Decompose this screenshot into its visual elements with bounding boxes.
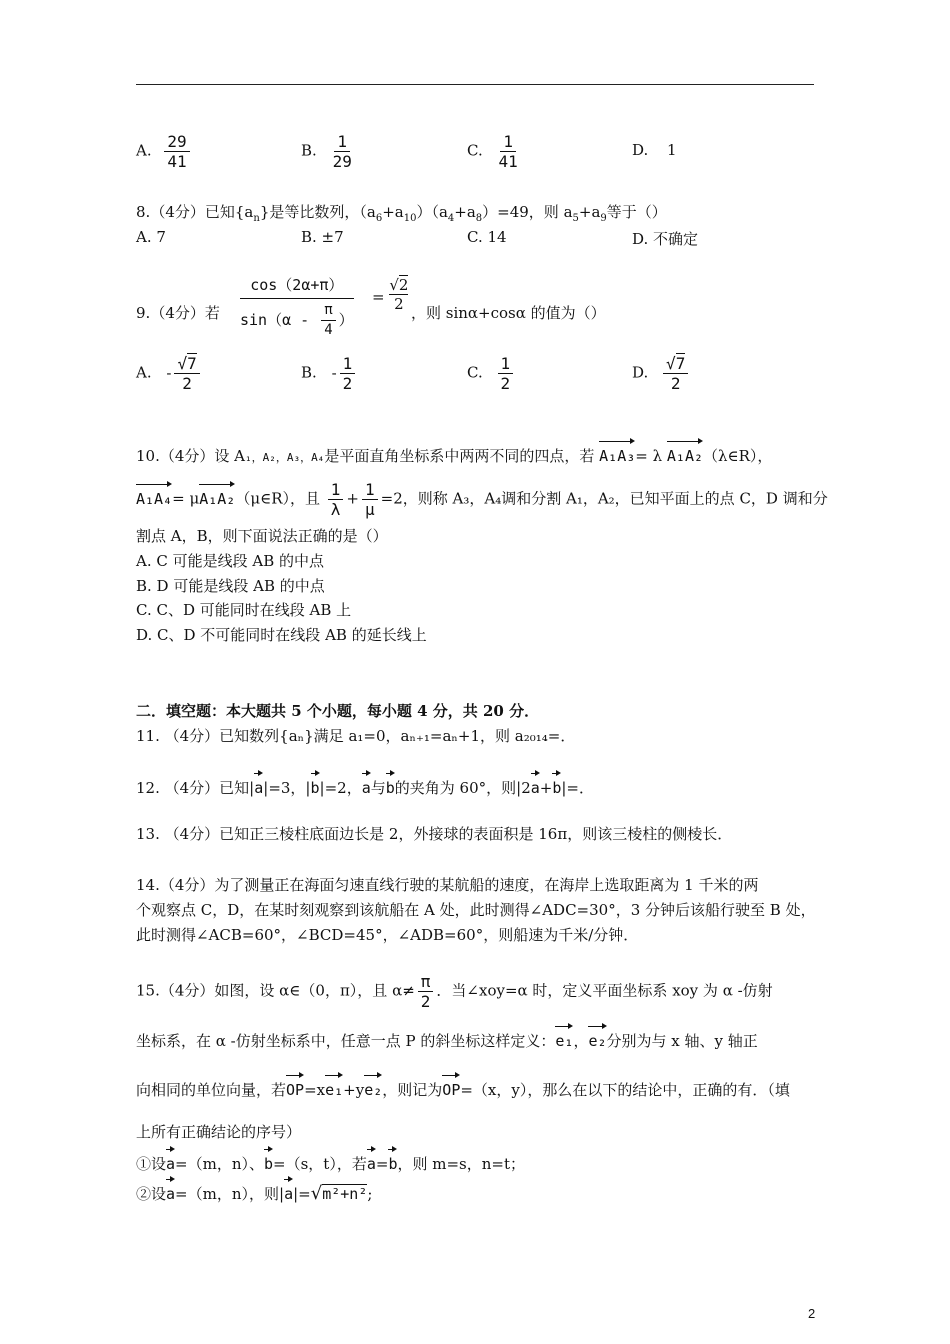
vector-b: b	[388, 1146, 397, 1174]
option-value: 1	[667, 141, 677, 159]
q7-option-a	[136, 132, 193, 171]
fraction	[330, 132, 355, 171]
subscript: n	[253, 213, 260, 224]
q15-item2	[136, 1176, 372, 1204]
radicand: 7	[187, 354, 197, 373]
q10-line1	[136, 438, 772, 468]
option-label: A.	[136, 141, 152, 160]
q15-line1	[136, 972, 773, 1011]
q15-line3	[136, 1072, 790, 1100]
text: 10.（4分）设 A	[136, 447, 245, 465]
score: （4分）	[150, 304, 205, 322]
q10-option-c: C. C、D 可能同时在线段 AB 上	[136, 601, 352, 619]
text: （μ∈R），且	[235, 489, 320, 508]
q13: 13. （4分）已知正三棱柱底面边长是 2，外接球的表面积是 16π，则该三棱柱的侧棱长．	[136, 825, 733, 843]
text: =	[375, 1155, 389, 1173]
q8-option-d: D. 不确定	[632, 230, 699, 248]
subscript: 4	[447, 213, 455, 224]
q15-line4: 上所有正确结论的序号）	[136, 1123, 302, 1141]
text: |=	[293, 1185, 311, 1203]
q11: 11. （4分）已知数列{aₙ}满足 a₁=0，aₙ₊₁=aₙ+1，则 a₂₀₁₄=．	[136, 727, 576, 745]
vector-op: OP	[286, 1072, 304, 1100]
denominator: μ	[365, 500, 375, 519]
plus: +	[346, 489, 359, 508]
text: ）（a	[416, 203, 448, 221]
q9-option-b	[301, 354, 358, 393]
denominator: 2	[394, 295, 404, 313]
text: 若	[204, 304, 220, 322]
text: ，	[573, 1032, 589, 1050]
vector-a: a	[367, 1146, 376, 1174]
vector-a1a2: A₁A₂	[667, 438, 703, 466]
numerator: √7	[663, 354, 688, 374]
text: =（m，n）、	[175, 1155, 264, 1173]
denominator: 2	[500, 374, 511, 393]
text: 是平面直角坐标系中两两不同的四点，若	[324, 447, 595, 465]
vector-a1a2: A₁A₂	[199, 481, 235, 509]
subscript: 10	[403, 213, 417, 224]
text: ，则 m=s，n=t；	[397, 1155, 525, 1173]
option-label: B.	[301, 141, 317, 160]
subscript: 9	[600, 213, 607, 224]
vector-e2: e₂	[364, 1072, 382, 1100]
q8-option-a: A. 7	[136, 228, 166, 246]
fraction	[496, 132, 521, 171]
denominator	[240, 299, 354, 340]
q9-fraction	[240, 274, 354, 340]
fraction	[164, 132, 189, 171]
vector-a: a	[284, 1176, 293, 1204]
q10-line2	[136, 480, 828, 519]
denominator: λ	[330, 500, 341, 519]
denominator: 4	[324, 322, 333, 338]
text: +a	[578, 203, 601, 221]
q9-label	[136, 302, 220, 323]
page-number: 2	[808, 1306, 816, 1321]
numerator: 1	[498, 354, 514, 374]
section-heading: 二．填空题：本大题共 5 个小题，每小题 4 分，共 20 分．	[136, 702, 540, 720]
vector-op: OP	[442, 1072, 460, 1100]
fraction	[340, 354, 356, 393]
sqrt-sign: √	[310, 1183, 323, 1204]
question-number: 9.	[136, 304, 151, 322]
denominator: 2	[342, 374, 353, 393]
q12	[136, 770, 594, 798]
vector-b: b	[264, 1146, 273, 1174]
q9-rhs	[372, 276, 408, 313]
text: |=3，|	[263, 779, 311, 797]
pi-over-four	[321, 301, 335, 340]
radicand: 2	[398, 276, 409, 294]
q15-item1	[136, 1146, 525, 1174]
radicand: 7	[675, 354, 686, 373]
text: sin（α -	[240, 311, 310, 329]
q9-option-a	[136, 354, 203, 393]
text: 等于（）	[606, 203, 667, 221]
text: |=2，	[319, 779, 362, 797]
q9-option-c	[467, 354, 516, 393]
q8-option-b: B. ±7	[301, 228, 344, 246]
numerator: cos（2α+π）	[240, 274, 354, 299]
text: ①设	[136, 1155, 167, 1173]
vector-a: a	[166, 1176, 175, 1204]
text: =（x，y），那么在以下的结论中，正确的有．（填	[460, 1081, 790, 1099]
text: 坐标系，在 α -仿射坐标系中，任意一点 P 的斜坐标这样定义：	[136, 1032, 556, 1050]
text: =（s，t），若	[273, 1155, 367, 1173]
fraction	[174, 354, 199, 393]
text: }是等比数列，（a	[259, 203, 376, 221]
fraction	[663, 354, 688, 393]
vector-e1: e₁	[325, 1072, 343, 1100]
subscript: 6	[375, 213, 383, 224]
numerator: 1	[328, 480, 344, 500]
vector-a1a4: A₁A₄	[136, 481, 172, 509]
q10-line3: 割点 A，B，则下面说法正确的是（）	[136, 527, 388, 545]
text: +a	[382, 203, 404, 221]
numerator: π	[321, 301, 335, 321]
denominator: 41	[498, 152, 518, 171]
text: 已知{a	[204, 203, 254, 221]
q10-option-a: A. C 可能是线段 AB 的中点	[136, 552, 325, 570]
q9-tail: ，则 sinα+cosα 的值为（）	[411, 304, 606, 322]
radicand: m²+n²	[322, 1185, 368, 1203]
text: 15.（4分）如图，设 α∈（0，π），且 α≠	[136, 981, 415, 1000]
text: ．当∠xoy=α 时，定义平面坐标系 xoy 为 α -仿射	[436, 981, 773, 1000]
sign: -	[331, 363, 337, 382]
vector-a: a	[362, 770, 371, 798]
vector-a: a	[166, 1146, 175, 1174]
numerator: 1	[362, 480, 378, 500]
text: ;	[367, 1185, 373, 1203]
q8-stem	[136, 202, 667, 229]
text: =2，则称 A₃，A₄调和分割 A₁，A₂，已知平面上的点 C，D 调和分	[380, 489, 828, 508]
text: = λ	[635, 447, 663, 465]
text: +a	[454, 203, 476, 221]
denominator: 2	[420, 992, 431, 1011]
vector-b: b	[386, 770, 395, 798]
numerator: √7	[174, 354, 199, 374]
option-label: D.	[632, 141, 649, 159]
text: ）=49，则 a	[482, 203, 573, 221]
q10-option-d: D. C、D 不可能同时在线段 AB 的延长线上	[136, 626, 427, 644]
q14-line2: 个观察点 C，D，在某时刻观察到该航船在 A 处，此时测得∠ADC=30°，3 分钟后该船行驶至 B 处，	[136, 901, 816, 919]
score: （4分）	[150, 203, 205, 221]
text: ）	[338, 311, 354, 329]
vector-b: b	[311, 770, 320, 798]
q14-line3: 此时测得∠ACB=60°，∠BCD=45°，∠ADB=60°，则船速为千米/分钟．	[136, 926, 639, 944]
vector-a1a3: A₁A₃	[599, 438, 635, 466]
vector-a: a	[531, 770, 540, 798]
subscript: 5	[572, 213, 579, 224]
numerator: √2	[389, 276, 409, 294]
denominator: 2	[182, 374, 192, 393]
one-over-lambda	[328, 480, 344, 519]
text: 与	[370, 779, 386, 797]
numerator: 1	[340, 354, 356, 374]
subscript: 8	[475, 213, 483, 224]
text: +	[539, 779, 553, 797]
vector-e1: e₁	[555, 1023, 573, 1051]
q9-option-d	[632, 354, 691, 393]
text: 分别为与 x 轴、y 轴正	[606, 1032, 758, 1050]
option-label: B.	[301, 363, 317, 382]
q10-option-b: B. D 可能是线段 AB 的中点	[136, 577, 325, 595]
denominator: 41	[167, 152, 187, 171]
q8-option-c: C. 14	[467, 228, 507, 246]
q14-line1: 14.（4分）为了测量正在海面匀速直线行驶的某航船的速度，在海岸上选取距离为 1 千米的两	[136, 876, 759, 894]
text: 12. （4分）已知|	[136, 779, 255, 797]
option-label: A.	[136, 363, 152, 382]
text: = μ	[172, 489, 200, 508]
fraction	[498, 354, 514, 393]
vector-b: b	[552, 770, 561, 798]
pi-over-two	[418, 972, 434, 1011]
numerator: 29	[164, 132, 189, 152]
vector-e2: e₂	[588, 1023, 606, 1051]
text: 的夹角为 60°，则|2	[394, 779, 531, 797]
option-label: C.	[467, 141, 483, 160]
text: ②设	[136, 1185, 167, 1203]
one-over-mu	[362, 480, 378, 519]
text: ，则记为	[382, 1081, 443, 1099]
fraction	[389, 276, 408, 313]
q15-line2	[136, 1023, 758, 1051]
text: （λ∈R），	[703, 447, 773, 465]
sign: -	[166, 363, 172, 382]
denominator: 2	[670, 374, 681, 393]
text: +y	[343, 1081, 365, 1099]
numerator: 1	[334, 132, 350, 152]
q7-option-d	[632, 141, 677, 159]
text: 向相同的单位向量，若	[136, 1081, 287, 1099]
numerator: π	[418, 972, 434, 992]
option-label: D.	[632, 363, 649, 382]
numerator: 1	[500, 132, 516, 152]
q7-option-b	[301, 132, 358, 171]
text: |=．	[561, 779, 594, 797]
question-number: 8.	[136, 203, 151, 221]
option-label: C.	[467, 363, 483, 382]
points: ₁，A₂，A₃，A₄	[245, 451, 325, 464]
denominator: 29	[332, 152, 352, 171]
text: =（m，n），则|	[175, 1185, 285, 1203]
equals: =	[372, 288, 385, 306]
vector-a: a	[254, 770, 263, 798]
text: =x	[304, 1081, 326, 1099]
header-rule	[136, 84, 814, 85]
q7-option-c	[467, 132, 524, 171]
